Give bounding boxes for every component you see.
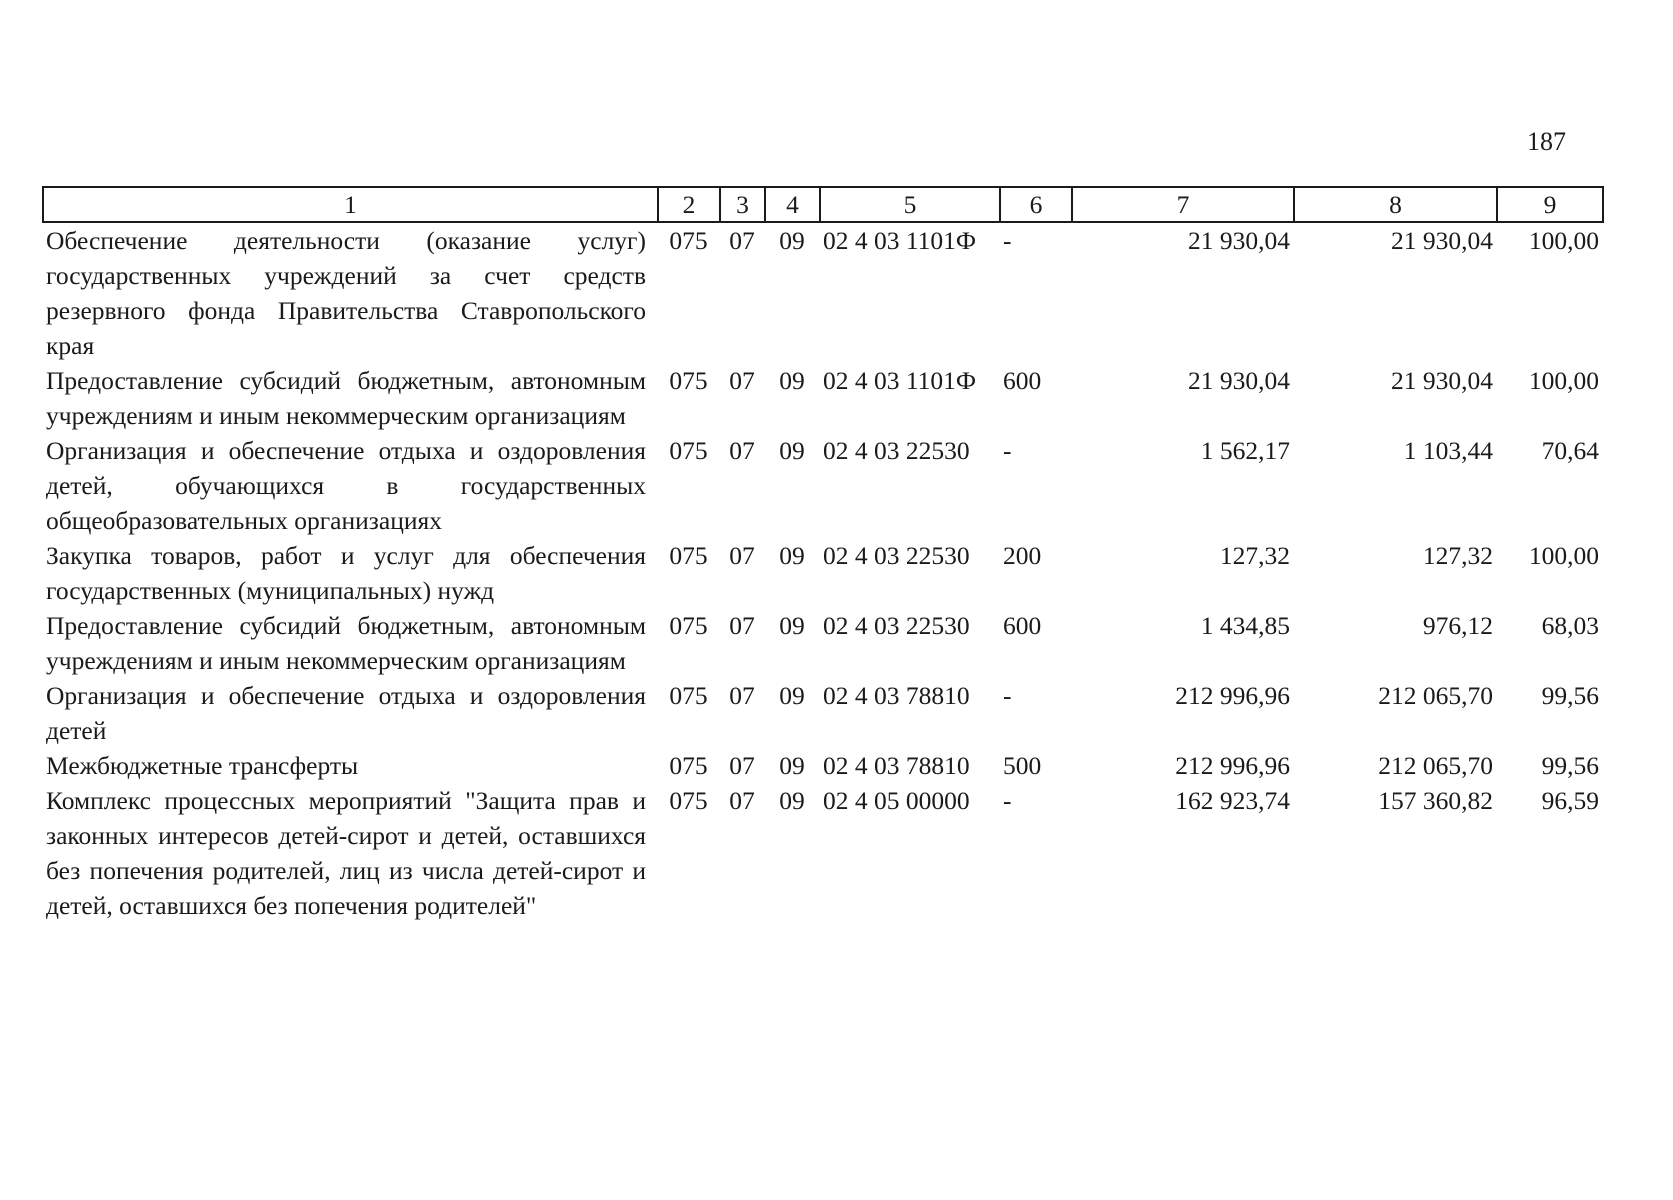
row-section: 07 [729, 436, 755, 465]
row-expense-type: 200 [1003, 541, 1042, 570]
row-expense-type: - [1003, 436, 1012, 465]
row-target-article: 02 4 03 22530 [823, 611, 970, 640]
row-subsection: 09 [779, 436, 805, 465]
table-row [43, 222, 1603, 363]
row-expense-type: 600 [1003, 366, 1042, 395]
table-row [43, 433, 1603, 538]
page-number: 187 [1527, 127, 1566, 156]
row-name: Предоставление субсидий бюджетным, автономным учреждениям и иным некоммерческим организациям [46, 366, 646, 430]
row-target-article: 02 4 03 1101Ф [823, 366, 977, 395]
table-row [43, 608, 1603, 678]
table-row [43, 538, 1603, 608]
row-name: Межбюджетные трансферты [46, 751, 359, 780]
column-header: 7 [1072, 187, 1294, 222]
row-percent: 100,00 [1528, 366, 1599, 395]
row-fact: 21 930,04 [1391, 226, 1493, 255]
row-target-article: 02 4 03 78810 [823, 751, 970, 780]
row-plan: 127,32 [1219, 541, 1290, 570]
table-row [43, 748, 1603, 783]
row-name: Организация и обеспечение отдыха и оздоровления детей, обучающихся в государственных общеобразовательных организациях [46, 436, 646, 535]
budget-table [42, 186, 1604, 923]
row-target-article: 02 4 03 22530 [823, 436, 970, 465]
row-plan: 21 930,04 [1188, 226, 1290, 255]
row-percent: 96,59 [1541, 786, 1599, 815]
row-fact: 157 360,82 [1378, 786, 1493, 815]
row-grbs: 075 [669, 436, 708, 465]
row-grbs: 075 [669, 226, 708, 255]
column-header: 2 [658, 187, 720, 222]
row-section: 07 [729, 786, 755, 815]
table-body [43, 222, 1603, 923]
column-header: 4 [765, 187, 820, 222]
row-fact: 976,12 [1422, 611, 1493, 640]
row-expense-type: - [1003, 226, 1012, 255]
row-plan: 21 930,04 [1188, 366, 1290, 395]
row-plan: 1 434,85 [1200, 611, 1290, 640]
row-expense-type: - [1003, 681, 1012, 710]
row-grbs: 075 [669, 541, 708, 570]
table-row [43, 783, 1603, 923]
column-header: 3 [720, 187, 765, 222]
row-subsection: 09 [779, 751, 805, 780]
row-percent: 68,03 [1541, 611, 1599, 640]
row-fact: 212 065,70 [1378, 751, 1493, 780]
table-header [43, 187, 1603, 222]
row-fact: 1 103,44 [1403, 436, 1493, 465]
row-plan: 1 562,17 [1200, 436, 1290, 465]
row-target-article: 02 4 03 22530 [823, 541, 970, 570]
row-grbs: 075 [669, 786, 708, 815]
row-section: 07 [729, 366, 755, 395]
column-header: 8 [1294, 187, 1497, 222]
column-header: 6 [1000, 187, 1072, 222]
header-row [43, 187, 1603, 222]
row-target-article: 02 4 03 78810 [823, 681, 970, 710]
row-section: 07 [729, 226, 755, 255]
row-grbs: 075 [669, 751, 708, 780]
row-grbs: 075 [669, 611, 708, 640]
row-plan: 212 996,96 [1175, 751, 1290, 780]
row-section: 07 [729, 751, 755, 780]
column-header: 9 [1497, 187, 1603, 222]
row-subsection: 09 [779, 226, 805, 255]
row-section: 07 [729, 611, 755, 640]
row-fact: 127,32 [1422, 541, 1493, 570]
table-row [43, 678, 1603, 748]
row-plan: 212 996,96 [1175, 681, 1290, 710]
row-fact: 21 930,04 [1391, 366, 1493, 395]
row-percent: 100,00 [1528, 541, 1599, 570]
table-row [43, 363, 1603, 433]
row-percent: 100,00 [1528, 226, 1599, 255]
column-header: 1 [43, 187, 658, 222]
row-percent: 99,56 [1541, 751, 1599, 780]
row-percent: 99,56 [1541, 681, 1599, 710]
row-expense-type: 500 [1003, 751, 1042, 780]
row-target-article: 02 4 05 00000 [823, 786, 970, 815]
row-target-article: 02 4 03 1101Ф [823, 226, 977, 255]
row-fact: 212 065,70 [1378, 681, 1493, 710]
row-name: Комплекс процессных мероприятий "Защита прав и законных интересов детей-сирот и детей, оставшихся без попечения родителей, лиц из числа детей-сирот и детей, оставшихся без попечения родителей" [46, 786, 646, 920]
row-grbs: 075 [669, 366, 708, 395]
row-expense-type: 600 [1003, 611, 1042, 640]
row-subsection: 09 [779, 541, 805, 570]
row-name: Предоставление субсидий бюджетным, автономным учреждениям и иным некоммерческим организациям [46, 611, 646, 675]
row-subsection: 09 [779, 786, 805, 815]
row-grbs: 075 [669, 681, 708, 710]
row-name: Закупка товаров, работ и услуг для обеспечения государственных (муниципальных) нужд [46, 541, 646, 605]
row-subsection: 09 [779, 366, 805, 395]
row-name: Организация и обеспечение отдыха и оздоровления детей [46, 681, 646, 745]
row-section: 07 [729, 681, 755, 710]
row-plan: 162 923,74 [1175, 786, 1290, 815]
row-section: 07 [729, 541, 755, 570]
row-subsection: 09 [779, 681, 805, 710]
column-header: 5 [820, 187, 1000, 222]
row-subsection: 09 [779, 611, 805, 640]
row-name: Обеспечение деятельности (оказание услуг) государственных учреждений за счет средств резервного фонда Правительства Ставропольского края [46, 226, 646, 360]
row-percent: 70,64 [1541, 436, 1599, 465]
row-expense-type: - [1003, 786, 1012, 815]
